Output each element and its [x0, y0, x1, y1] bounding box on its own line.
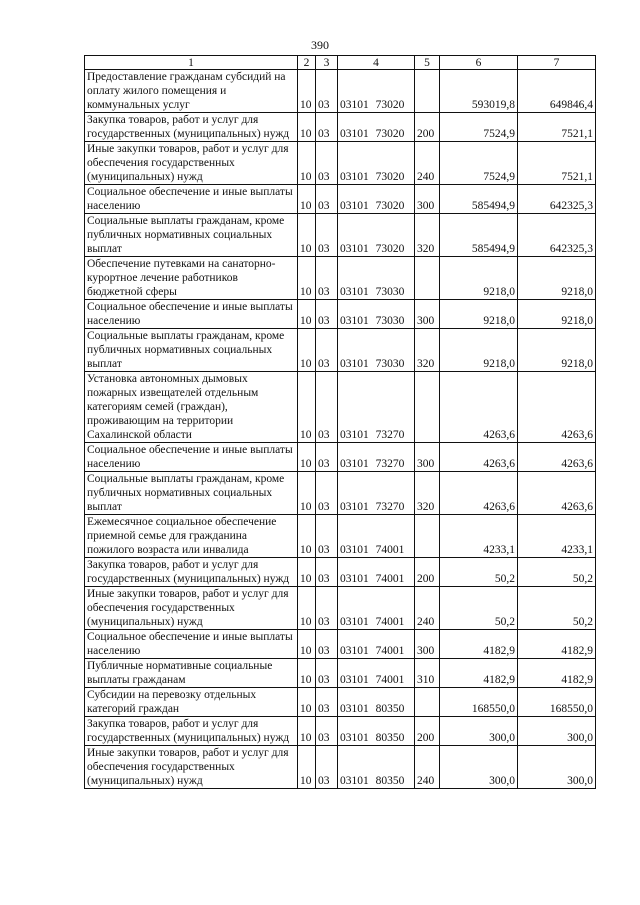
- row-target-article: 03101 73020: [338, 214, 415, 257]
- row-subsection: 03: [316, 113, 338, 142]
- row-subsection: 03: [316, 688, 338, 717]
- row-name: Социальные выплаты гражданам, кроме публичных нормативных социальных выплат: [85, 329, 298, 372]
- row-target-article: 03101 73020: [338, 185, 415, 214]
- row-amount-6: 50,2: [440, 587, 518, 630]
- row-amount-7: 168550,0: [518, 688, 596, 717]
- row-expense-type: 240: [415, 746, 440, 789]
- row-amount-6: 4182,9: [440, 659, 518, 688]
- row-amount-7: 7521,1: [518, 113, 596, 142]
- row-target-article: 03101 73020: [338, 113, 415, 142]
- row-name: Социальные выплаты гражданам, кроме публичных нормативных социальных выплат: [85, 214, 298, 257]
- header-col-4: 4: [338, 56, 415, 70]
- row-amount-6: 585494,9: [440, 214, 518, 257]
- row-expense-type: [415, 515, 440, 558]
- row-subsection: 03: [316, 630, 338, 659]
- row-subsection: 03: [316, 587, 338, 630]
- table-row: [85, 472, 596, 515]
- row-amount-6: 593019,8: [440, 70, 518, 113]
- row-amount-7: 4182,9: [518, 630, 596, 659]
- row-amount-6: 9218,0: [440, 257, 518, 300]
- row-subsection: 03: [316, 746, 338, 789]
- row-name: Закупка товаров, работ и услуг для государственных (муниципальных) нужд: [85, 717, 298, 746]
- row-section: 10: [298, 185, 316, 214]
- row-subsection: 03: [316, 472, 338, 515]
- row-amount-7: 9218,0: [518, 300, 596, 329]
- row-expense-type: [415, 257, 440, 300]
- row-target-article: 03101 74001: [338, 659, 415, 688]
- row-section: 10: [298, 214, 316, 257]
- row-target-article: 03101 73030: [338, 257, 415, 300]
- row-subsection: 03: [316, 185, 338, 214]
- row-amount-6: 50,2: [440, 558, 518, 587]
- budget-table: [84, 55, 596, 789]
- row-target-article: 03101 73030: [338, 329, 415, 372]
- header-col-7: 7: [518, 56, 596, 70]
- row-expense-type: 240: [415, 587, 440, 630]
- row-section: 10: [298, 372, 316, 443]
- row-subsection: 03: [316, 372, 338, 443]
- row-section: 10: [298, 70, 316, 113]
- row-section: 10: [298, 558, 316, 587]
- table-row: [85, 329, 596, 372]
- row-expense-type: 200: [415, 717, 440, 746]
- row-section: 10: [298, 717, 316, 746]
- row-amount-7: 4233,1: [518, 515, 596, 558]
- table-row: [85, 257, 596, 300]
- row-expense-type: 300: [415, 630, 440, 659]
- row-amount-7: 7521,1: [518, 142, 596, 185]
- row-target-article: 03101 80350: [338, 746, 415, 789]
- row-expense-type: 240: [415, 142, 440, 185]
- row-target-article: 03101 74001: [338, 587, 415, 630]
- table-row: [85, 142, 596, 185]
- row-expense-type: [415, 70, 440, 113]
- row-name: Субсидии на перевозку отдельных категорий граждан: [85, 688, 298, 717]
- row-subsection: 03: [316, 300, 338, 329]
- page-number: 390: [311, 38, 329, 52]
- row-name: Социальное обеспечение и иные выплаты населению: [85, 185, 298, 214]
- row-name: Публичные нормативные социальные выплаты гражданам: [85, 659, 298, 688]
- row-section: 10: [298, 587, 316, 630]
- header-col-6: 6: [440, 56, 518, 70]
- row-section: 10: [298, 515, 316, 558]
- row-target-article: 03101 74001: [338, 630, 415, 659]
- table-row: [85, 630, 596, 659]
- row-name: Иные закупки товаров, работ и услуг для обеспечения государственных (муниципальных) нужд: [85, 142, 298, 185]
- table-row: [85, 443, 596, 472]
- row-expense-type: 200: [415, 113, 440, 142]
- row-subsection: 03: [316, 515, 338, 558]
- table-row: [85, 214, 596, 257]
- row-subsection: 03: [316, 214, 338, 257]
- row-section: 10: [298, 142, 316, 185]
- row-amount-7: 642325,3: [518, 214, 596, 257]
- row-name: Предоставление гражданам субсидий на оплату жилого помещения и коммунальных услуг: [85, 70, 298, 113]
- row-target-article: 03101 73270: [338, 372, 415, 443]
- row-subsection: 03: [316, 329, 338, 372]
- row-section: 10: [298, 472, 316, 515]
- row-expense-type: 320: [415, 214, 440, 257]
- table-row: [85, 515, 596, 558]
- row-expense-type: 300: [415, 185, 440, 214]
- row-target-article: 03101 73030: [338, 300, 415, 329]
- row-subsection: 03: [316, 70, 338, 113]
- row-section: 10: [298, 443, 316, 472]
- row-amount-7: 50,2: [518, 558, 596, 587]
- row-name: Обеспечение путевками на санаторно-курортное лечение работников бюджетной сферы: [85, 257, 298, 300]
- row-section: 10: [298, 746, 316, 789]
- table-row: [85, 688, 596, 717]
- row-amount-6: 9218,0: [440, 329, 518, 372]
- row-subsection: 03: [316, 257, 338, 300]
- row-name: Социальное обеспечение и иные выплаты населению: [85, 630, 298, 659]
- row-target-article: 03101 73270: [338, 443, 415, 472]
- row-section: 10: [298, 257, 316, 300]
- row-amount-6: 7524,9: [440, 142, 518, 185]
- row-subsection: 03: [316, 558, 338, 587]
- row-section: 10: [298, 630, 316, 659]
- table-row: [85, 113, 596, 142]
- row-amount-6: 7524,9: [440, 113, 518, 142]
- row-amount-7: 300,0: [518, 717, 596, 746]
- row-amount-6: 300,0: [440, 717, 518, 746]
- header-col-2: 2: [298, 56, 316, 70]
- table-row: [85, 587, 596, 630]
- table-row: [85, 717, 596, 746]
- row-amount-6: 4233,1: [440, 515, 518, 558]
- table-row: [85, 558, 596, 587]
- row-section: 10: [298, 113, 316, 142]
- row-section: 10: [298, 329, 316, 372]
- row-name: Социальное обеспечение и иные выплаты населению: [85, 443, 298, 472]
- row-expense-type: [415, 688, 440, 717]
- table-row: [85, 372, 596, 443]
- row-amount-7: 4182,9: [518, 659, 596, 688]
- row-amount-6: 4263,6: [440, 472, 518, 515]
- row-amount-6: 4263,6: [440, 443, 518, 472]
- row-amount-6: 4182,9: [440, 630, 518, 659]
- row-amount-7: 50,2: [518, 587, 596, 630]
- row-section: 10: [298, 659, 316, 688]
- row-name: Иные закупки товаров, работ и услуг для обеспечения государственных (муниципальных) нужд: [85, 746, 298, 789]
- row-amount-6: 4263,6: [440, 372, 518, 443]
- row-target-article: 03101 73270: [338, 472, 415, 515]
- table-row: [85, 185, 596, 214]
- row-expense-type: 320: [415, 329, 440, 372]
- row-name: Социальные выплаты гражданам, кроме публичных нормативных социальных выплат: [85, 472, 298, 515]
- row-amount-6: 585494,9: [440, 185, 518, 214]
- table-row: [85, 746, 596, 789]
- row-subsection: 03: [316, 142, 338, 185]
- row-expense-type: 300: [415, 300, 440, 329]
- row-amount-7: 300,0: [518, 746, 596, 789]
- table-row: [85, 70, 596, 113]
- row-target-article: 03101 74001: [338, 515, 415, 558]
- row-name: Закупка товаров, работ и услуг для государственных (муниципальных) нужд: [85, 113, 298, 142]
- row-amount-7: 4263,6: [518, 372, 596, 443]
- row-target-article: 03101 73020: [338, 142, 415, 185]
- row-subsection: 03: [316, 659, 338, 688]
- row-expense-type: 320: [415, 472, 440, 515]
- row-name: Социальное обеспечение и иные выплаты населению: [85, 300, 298, 329]
- table-row: [85, 659, 596, 688]
- row-amount-6: 9218,0: [440, 300, 518, 329]
- row-target-article: 03101 80350: [338, 717, 415, 746]
- row-amount-7: 649846,4: [518, 70, 596, 113]
- row-amount-7: 9218,0: [518, 329, 596, 372]
- row-section: 10: [298, 300, 316, 329]
- row-expense-type: [415, 372, 440, 443]
- header-col-5: 5: [415, 56, 440, 70]
- row-amount-7: 4263,6: [518, 443, 596, 472]
- header-col-3: 3: [316, 56, 338, 70]
- row-subsection: 03: [316, 443, 338, 472]
- row-target-article: 03101 80350: [338, 688, 415, 717]
- row-amount-7: 642325,3: [518, 185, 596, 214]
- table-header-row: [85, 56, 596, 70]
- row-section: 10: [298, 688, 316, 717]
- row-expense-type: 300: [415, 443, 440, 472]
- row-amount-6: 168550,0: [440, 688, 518, 717]
- row-amount-7: 9218,0: [518, 257, 596, 300]
- row-target-article: 03101 74001: [338, 558, 415, 587]
- row-subsection: 03: [316, 717, 338, 746]
- row-name: Закупка товаров, работ и услуг для государственных (муниципальных) нужд: [85, 558, 298, 587]
- row-name: Ежемесячное социальное обеспечение приемной семье для гражданина пожилого возраста или инвалида: [85, 515, 298, 558]
- row-amount-7: 4263,6: [518, 472, 596, 515]
- row-target-article: 03101 73020: [338, 70, 415, 113]
- row-expense-type: 200: [415, 558, 440, 587]
- row-name: Иные закупки товаров, работ и услуг для обеспечения государственных (муниципальных) нужд: [85, 587, 298, 630]
- table-row: [85, 300, 596, 329]
- row-expense-type: 310: [415, 659, 440, 688]
- row-name: Установка автономных дымовых пожарных извещателей отдельным категориям семей (граждан), проживающим на территории Сахалинской области: [85, 372, 298, 443]
- header-col-1: 1: [85, 56, 298, 70]
- row-amount-6: 300,0: [440, 746, 518, 789]
